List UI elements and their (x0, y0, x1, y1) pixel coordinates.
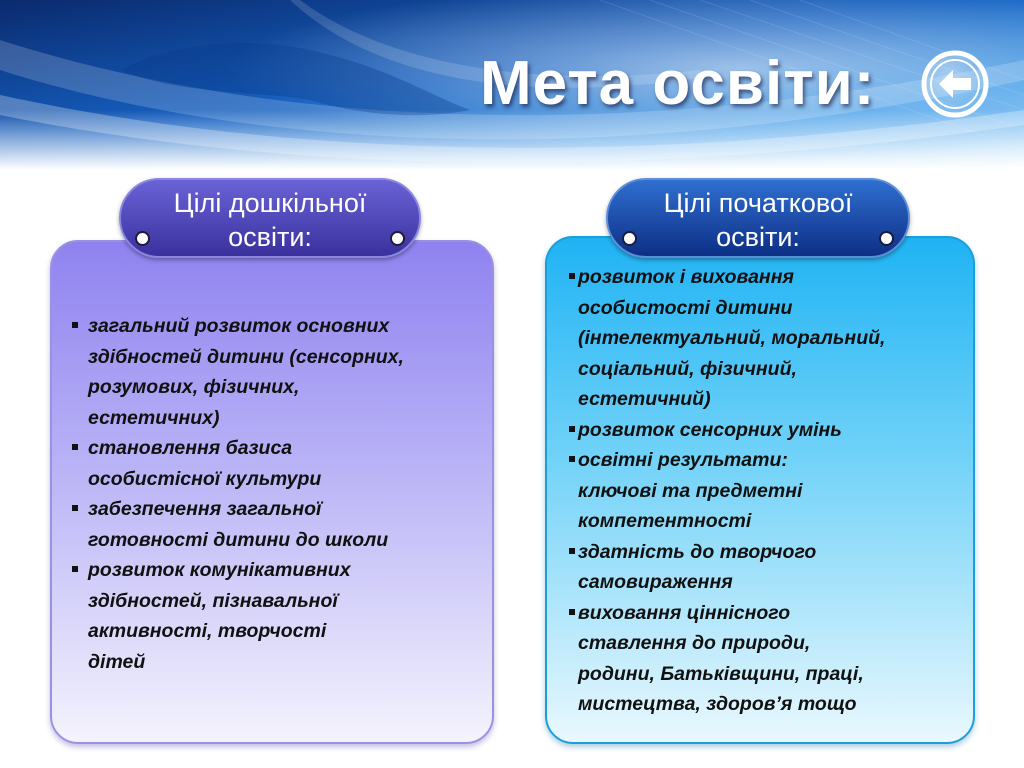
list-item: розвиток комунікативних здібностей, пізнавальної активності, творчості дітей (72, 555, 502, 677)
preschool-goals-header-text: Цілі дошкільної освіти: (173, 188, 367, 252)
bullet-dot-icon (879, 231, 894, 246)
primary-goals-header-text: Цілі початкової освіти: (663, 188, 853, 252)
bullet-dot-icon (622, 231, 637, 246)
primary-goals-header (606, 178, 910, 258)
list-item: загальний розвиток основних здібностей дитини (сенсорних, розумових, фізичних, естетичних) (72, 311, 502, 433)
bullet-dot-icon (135, 231, 150, 246)
square-bullet-icon (72, 566, 78, 572)
preschool-goals-list (72, 311, 502, 677)
back-arrow-icon[interactable] (919, 48, 991, 120)
square-bullet-icon (72, 322, 78, 328)
square-bullet-icon (72, 444, 78, 450)
list-item: розвиток сенсорних умінь (568, 415, 988, 446)
list-item: забезпечення загальної готовності дитини до школи (72, 494, 502, 555)
bullet-dot-icon (390, 231, 405, 246)
list-item: здатність до творчого самовираження (568, 537, 988, 598)
square-bullet-icon (569, 426, 575, 432)
square-bullet-icon (569, 273, 575, 279)
primary-goals-list (568, 262, 988, 720)
square-bullet-icon (569, 609, 575, 615)
square-bullet-icon (569, 548, 575, 554)
slide-title: Мета освіти: (480, 49, 876, 118)
list-item: виховання ціннісного ставлення до природи, родини, Батьківщини, праці, мистецтва, здоров’я тощо (568, 598, 988, 720)
list-item: розвиток і виховання особистості дитини (інтелектуальний, моральний, соціальний, фізичний, естетичний) (568, 262, 988, 415)
square-bullet-icon (569, 456, 575, 462)
preschool-goals-header (119, 178, 421, 258)
list-item: освітні результати: ключові та предметні компетентності (568, 445, 988, 537)
square-bullet-icon (72, 505, 78, 511)
list-item: становлення базиса особистісної культури (72, 433, 502, 494)
